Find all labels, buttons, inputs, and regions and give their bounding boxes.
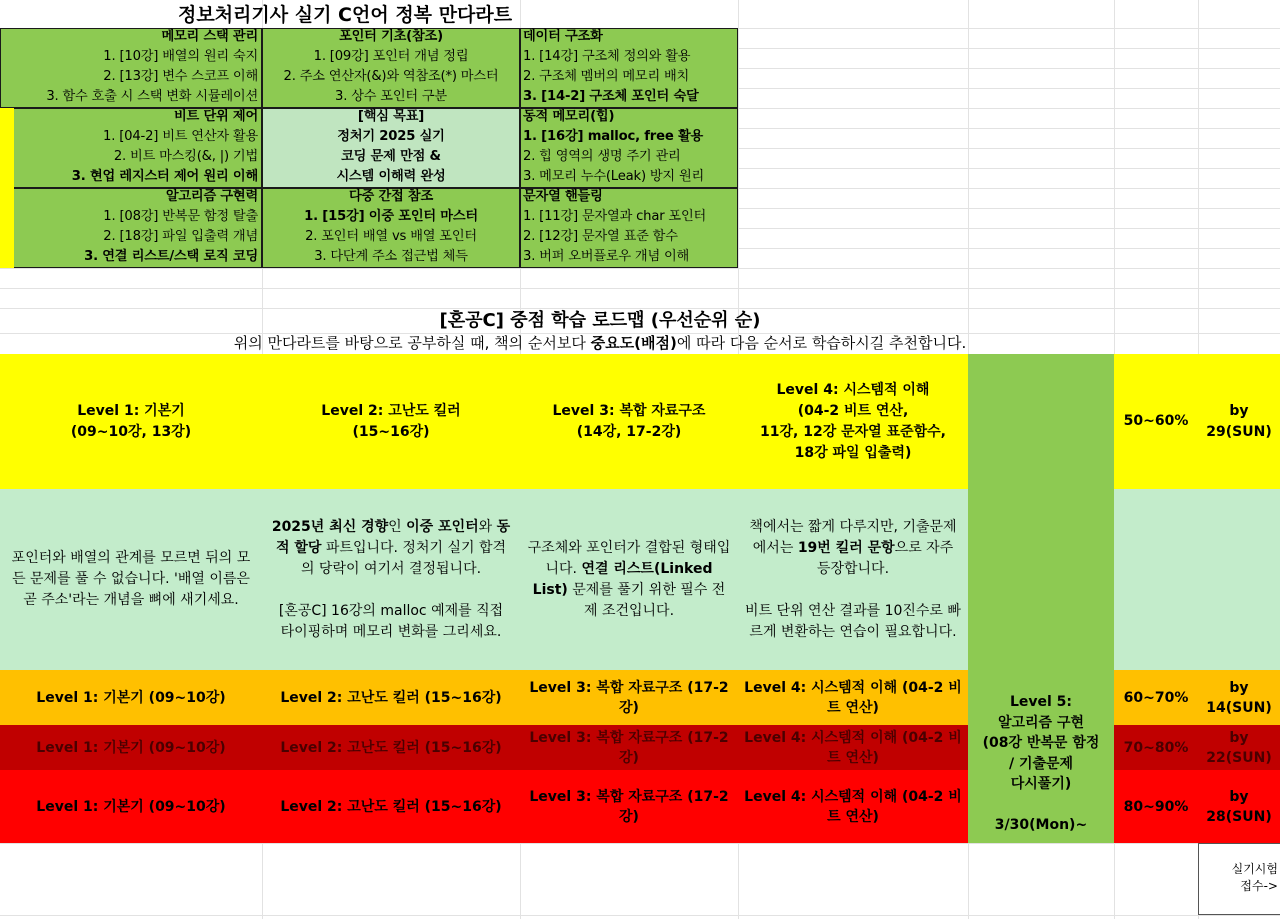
mandalart-heading: 문자열 핸들링 — [523, 189, 603, 204]
mandalart-item: 2. 주소 연산자(&)와 역참조(*) 마스터 — [283, 69, 499, 84]
mandalart-heading: [핵심 목표] — [357, 109, 425, 124]
mandalart-item: 3. 버퍼 오버플로우 개념 이해 — [523, 249, 690, 264]
level-4-header: Level 4: 시스템적 이해 (04-2 비트 연산, 11강, 12강 문자열 표준함수, 18강 파일 입출력) — [760, 381, 946, 461]
deadline-1: by 29(SUN) — [1206, 402, 1272, 440]
mandalart-item: 2. 비트 마스킹(&, |) 기법 — [113, 149, 258, 164]
mandalart-item: 1. [09강] 포인터 개념 정립 — [313, 49, 469, 64]
level-3-description: 구조체와 포인터가 결합된 형태입니다. 연결 리스트(Linked List) 문제를 풀기 위한 필수 전제 조건입니다. — [527, 539, 731, 619]
progress-target-1: 50~60% — [1123, 413, 1189, 429]
mandalart-item: 정처기 2025 실기 — [337, 129, 445, 144]
mandalart-item: 3. [14-2] 구조체 포인터 숙달 — [523, 89, 699, 104]
mandalart-item: 코딩 문제 만점 & — [341, 149, 441, 164]
progress-row-3-l2: Level 2: 고난도 킬러 (15~16강) — [280, 798, 502, 815]
grid-row-line — [0, 288, 1280, 289]
roadmap-subtitle: 위의 만다라트를 바탕으로 공부하실 때, 책의 순서보다 중요도(배점)에 따라 다음 순서로 학습하시길 추천합니다. — [233, 334, 967, 352]
progress-row-2-l1: Level 1: 기본기 (09~10강) — [36, 739, 226, 756]
mandalart-item: 3. 현업 레지스터 제어 원리 이해 — [71, 169, 258, 184]
progress-row-1-pct: 60~70% — [1123, 689, 1189, 706]
level-5-text: Level 5: 알고리즘 구현 (08강 반복문 함정 / 기출문제 다시풀기) 3/30(Mon)~ — [982, 694, 1100, 833]
level-2-description: 2025년 최신 경향인 이중 포인터와 동적 할당 파트입니다. 정처기 실기 합격의 당락이 여기서 결정됩니다. [혼공C] 16강의 malloc 예제를 직접 타이핑하며 메모리 변화를 그리세요. — [271, 518, 511, 640]
level-2-header: Level 2: 고난도 킬러 (15~16강) — [321, 402, 461, 440]
grid-row-line — [0, 915, 1280, 916]
mandalart-item: 1. [10강] 배열의 원리 숙지 — [103, 49, 258, 64]
mandalart-item: 1. [15강] 이중 포인터 마스터 — [304, 209, 478, 224]
mandalart-heading: 메모리 스택 관리 — [161, 29, 258, 44]
progress-row-3-l1: Level 1: 기본기 (09~10강) — [36, 798, 226, 815]
mandalart-item: 2. 힙 영역의 생명 주기 관리 — [523, 149, 681, 164]
mandalart-heading: 데이터 구조화 — [523, 29, 603, 44]
grid-row-line — [0, 843, 1280, 844]
mandalart-heading: 다중 간접 참조 — [348, 189, 434, 204]
level-1-description: 포인터와 배열의 관계를 모르면 뒤의 모든 문제를 풀 수 없습니다. '배열 이름은 곧 주소'라는 개념을 뼈에 새기세요. — [11, 550, 251, 608]
mandalart-item: 1. [04-2] 비트 연산자 활용 — [103, 129, 258, 144]
progress-row-1-by: by 14(SUN) — [1206, 679, 1272, 716]
mandalart-item: 2. [12강] 문자열 표준 함수 — [523, 229, 678, 244]
progress-row-3-pct: 80~90% — [1123, 798, 1189, 815]
roadmap-title: [혼공C] 중점 학습 로드맵 (우선순위 순) — [439, 310, 761, 331]
exam-registration-text: 실기시험 접수-> — [1231, 862, 1278, 893]
progress-row-1-l2: Level 2: 고난도 킬러 (15~16강) — [280, 689, 502, 706]
mandalart-item: 3. 함수 호출 시 스택 변화 시뮬레이션 — [46, 89, 258, 104]
mandalart-item: 1. [16강] malloc, free 활용 — [523, 129, 704, 144]
level-4-description: 책에서는 짧게 다루지만, 기출문제에서는 19번 킬러 문항으로 자주 등장합니다. 비트 단위 연산 결과를 10진수로 빠르게 변환하는 연습이 필요합니다. — [745, 518, 961, 640]
mandalart-heading: 포인터 기초(참조) — [339, 29, 443, 44]
progress-row-1-l4: Level 4: 시스템적 이해 (04-2 비트 연산) — [744, 679, 962, 716]
mandalart-heading: 알고리즘 구현력 — [165, 189, 258, 204]
progress-row-2-pct: 70~80% — [1123, 739, 1189, 756]
mandalart-item: 2. [18강] 파일 입출력 개념 — [103, 229, 258, 244]
progress-row-3-l3: Level 3: 복합 자료구조 (17-2강) — [529, 788, 729, 825]
mandalart-item: 1. [08강] 반복문 함정 탈출 — [103, 209, 258, 224]
progress-row-2-by: by 22(SUN) — [1206, 729, 1272, 766]
grid-row-line — [0, 268, 1280, 269]
mandalart-item: 2. 포인터 배열 vs 배열 포인터 — [305, 229, 477, 244]
progress-row-2-l4: Level 4: 시스템적 이해 (04-2 비트 연산) — [744, 729, 962, 766]
mandalart-item: 3. 메모리 누수(Leak) 방지 원리 — [523, 169, 705, 184]
mandalart-item: 3. 다단계 주소 접근법 체득 — [314, 249, 468, 264]
mandalart-item: 2. 구조체 멤버의 메모리 배치 — [523, 69, 690, 84]
progress-row-1-l1: Level 1: 기본기 (09~10강) — [36, 689, 226, 706]
mandalart-item: 1. [14강] 구조체 정의와 활용 — [523, 49, 691, 64]
mandalart-item: 3. 연결 리스트/스택 로직 코딩 — [84, 249, 258, 264]
level-1-header: Level 1: 기본기 (09~10강, 13강) — [70, 402, 192, 440]
description-row-background-right — [1114, 489, 1280, 670]
mandalart-item: 3. 상수 포인터 구분 — [335, 89, 447, 104]
progress-row-3-l4: Level 4: 시스템적 이해 (04-2 비트 연산) — [744, 788, 962, 825]
mandalart-item: 2. [13강] 변수 스코프 이해 — [103, 69, 258, 84]
mandalart-item: 1. [11강] 문자열과 char 포인터 — [523, 209, 707, 224]
level-3-header: Level 3: 복합 자료구조 (14강, 17-2강) — [552, 402, 706, 440]
progress-row-3-by: by 28(SUN) — [1206, 788, 1272, 825]
progress-row-2-l2: Level 2: 고난도 킬러 (15~16강) — [280, 739, 502, 756]
mandalart-item: 시스템 이해력 완성 — [336, 169, 446, 184]
mandalart-heading: 동적 메모리(힙) — [523, 109, 615, 124]
mandalart-heading: 비트 단위 제어 — [173, 109, 258, 124]
progress-row-2-l3: Level 3: 복합 자료구조 (17-2강) — [529, 729, 729, 766]
progress-row-1-l3: Level 3: 복합 자료구조 (17-2강) — [529, 679, 729, 716]
page-title: 정보처리기사 실기 C언어 정복 만다라트 — [178, 4, 513, 26]
